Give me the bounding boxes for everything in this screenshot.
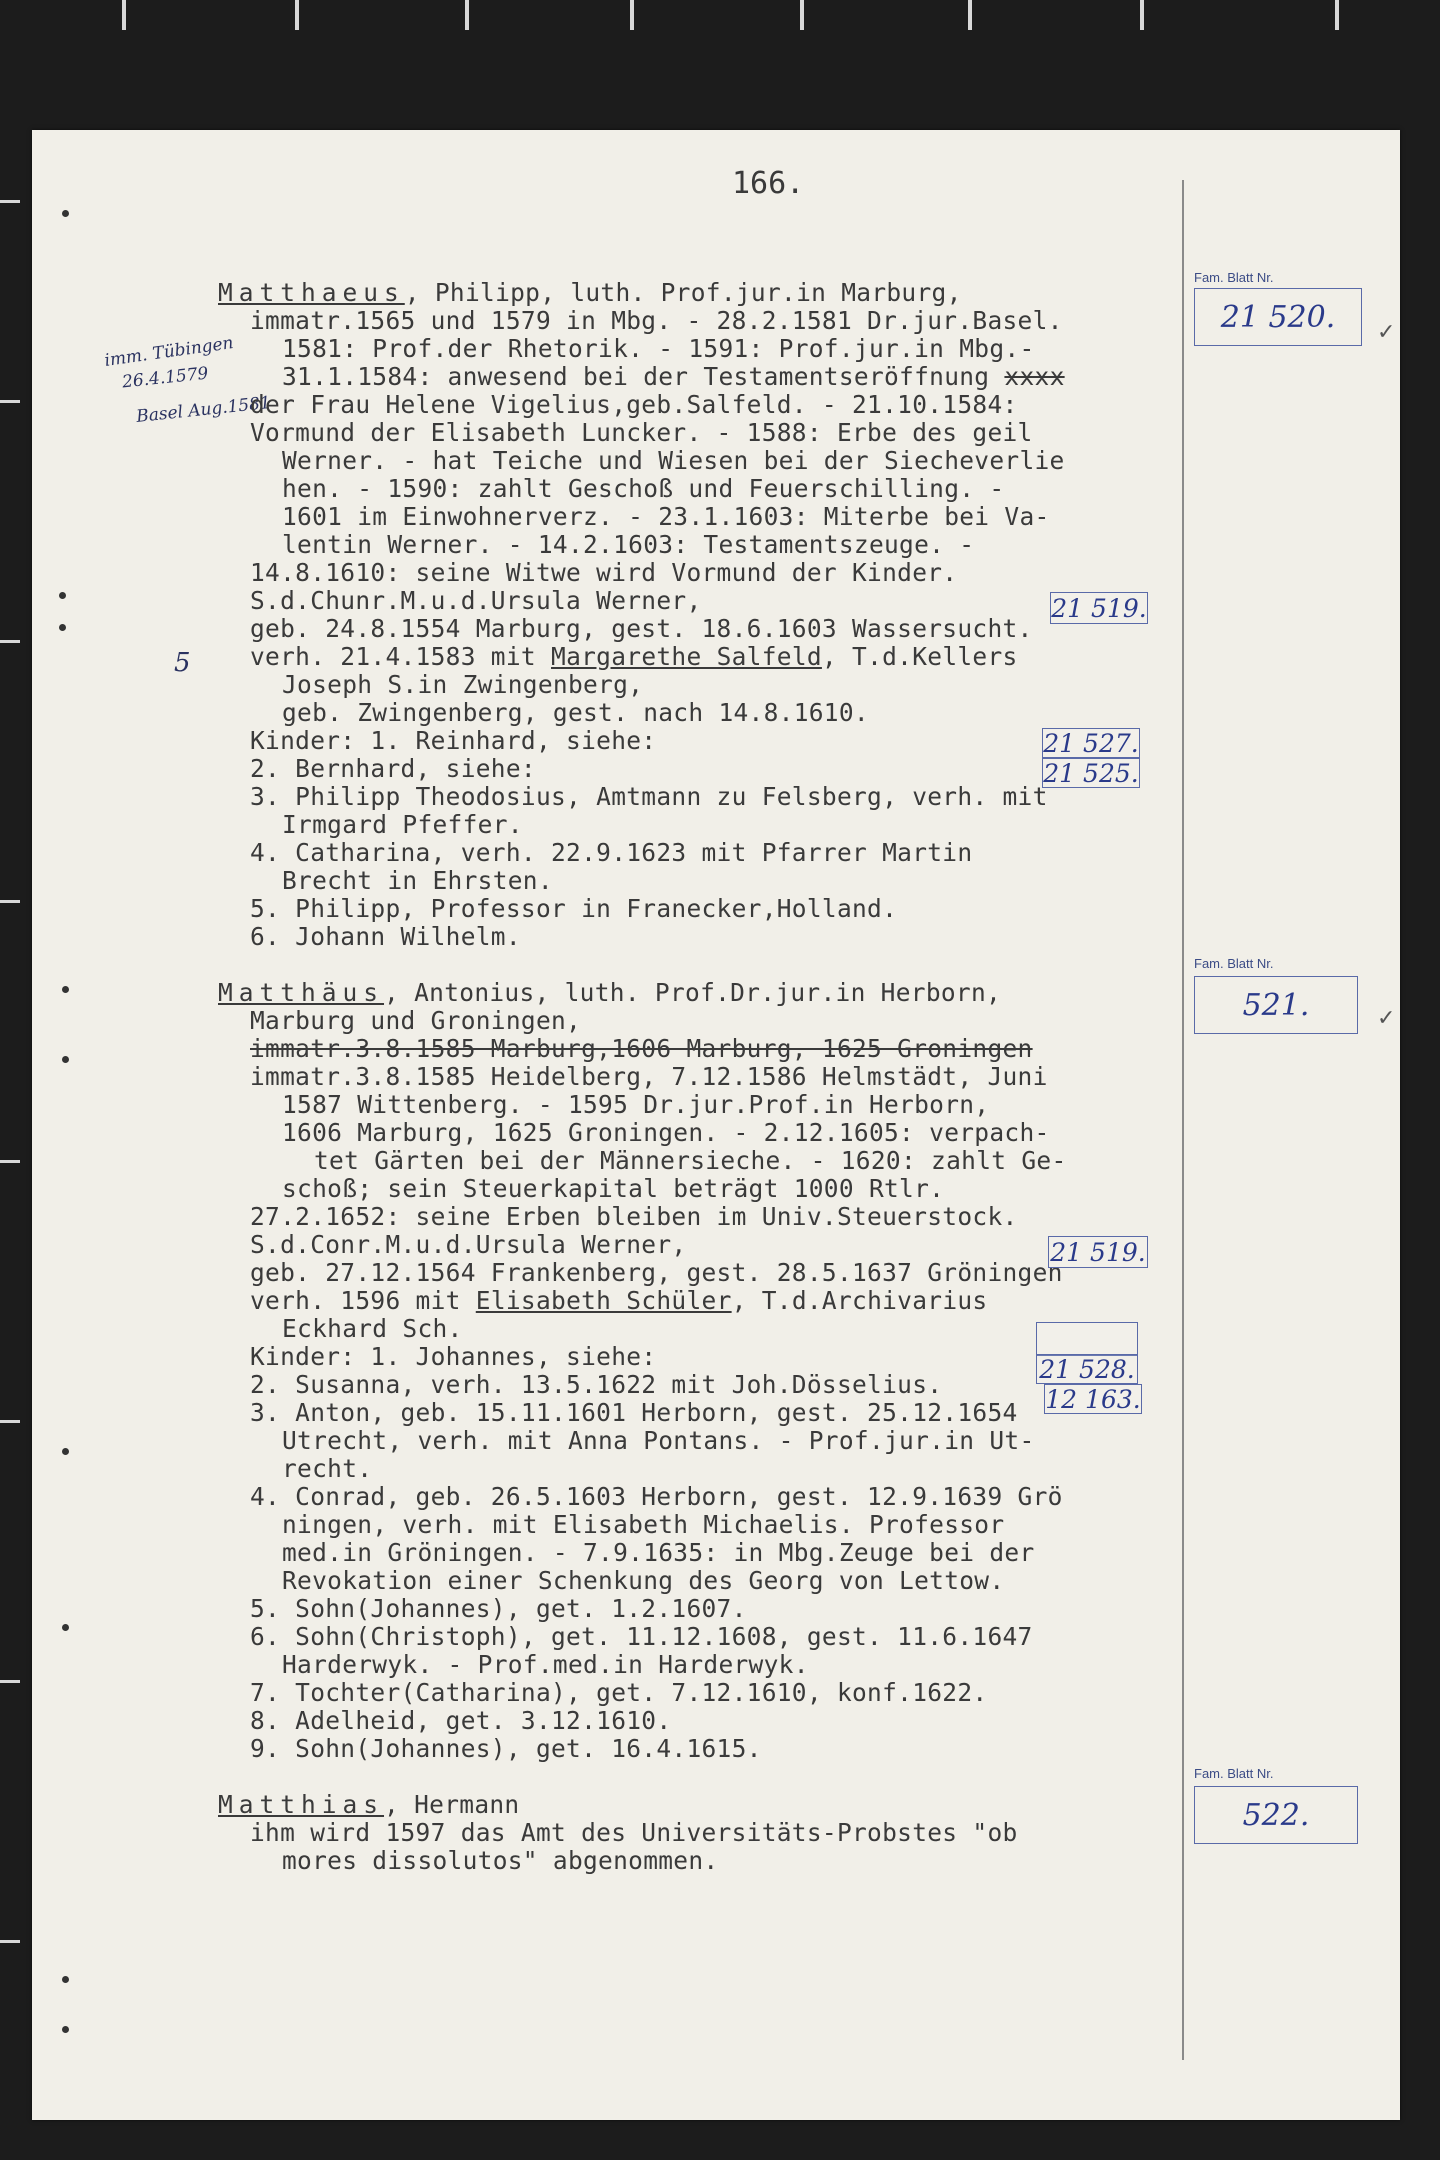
entry-line: S.d.Chunr.M.u.d.Ursula Werner, bbox=[250, 586, 702, 615]
entry-line: immatr.3.8.1585 Heidelberg, 7.12.1586 Helmstädt, Juni bbox=[250, 1062, 1048, 1091]
entry-line: recht. bbox=[282, 1454, 373, 1483]
check-mark: ✓ bbox=[1377, 320, 1396, 345]
reference-box: 21 527. bbox=[1043, 728, 1139, 758]
check-mark: ✓ bbox=[1377, 1006, 1396, 1031]
entry-line: verh. 21.4.1583 mit Margarethe Salfeld, T.d.Kellers bbox=[250, 642, 1018, 671]
entry-line: Vormund der Elisabeth Luncker. - 1588: Erbe des geil bbox=[250, 418, 1033, 447]
entry-line: Matthäus, Antonius, luth. Prof.Dr.jur.in Herborn, bbox=[218, 978, 1002, 1007]
entry-line: schoß; sein Steuerkapital beträgt 1000 Rtlr. bbox=[282, 1174, 945, 1203]
entry-line: Marburg und Groningen, bbox=[250, 1006, 582, 1035]
fam-blatt-label: Fam. Blatt Nr. bbox=[1194, 270, 1274, 285]
entry-line: Kinder: 1. Reinhard, siehe: bbox=[250, 726, 657, 755]
entry-line: Matthaeus, Philipp, luth. Prof.jur.in Marburg, bbox=[218, 278, 962, 307]
margin-dot bbox=[62, 1624, 69, 1631]
reference-box: 21 519. bbox=[1048, 1236, 1148, 1268]
entry-line: 31.1.1584: anwesend bei der Testamentseröffnung xxxx bbox=[282, 362, 1065, 391]
entry-line: 9. Sohn(Johannes), get. 16.4.1615. bbox=[250, 1734, 762, 1763]
entry-line: lentin Werner. - 14.2.1603: Testamentszeuge. - bbox=[282, 530, 975, 559]
entry-line: 3. Philipp Theodosius, Amtmann zu Felsberg, verh. mit bbox=[250, 782, 1048, 811]
reference-box: 12 163. bbox=[1045, 1384, 1141, 1414]
entry-line: geb. 24.8.1554 Marburg, gest. 18.6.1603 Wassersucht. bbox=[250, 614, 1033, 643]
entry-line: ningen, verh. mit Elisabeth Michaelis. Professor bbox=[282, 1510, 1005, 1539]
entry-line: 5. Philipp, Professor in Franecker,Holland. bbox=[250, 894, 898, 923]
document-page bbox=[32, 130, 1400, 2120]
fam-blatt-label: Fam. Blatt Nr. bbox=[1194, 956, 1274, 971]
margin-dot bbox=[62, 2026, 69, 2033]
entry-line: Utrecht, verh. mit Anna Pontans. - Prof.jur.in Ut- bbox=[282, 1426, 1035, 1455]
margin-dot bbox=[62, 1056, 69, 1063]
entry-line: 7. Tochter(Catharina), get. 7.12.1610, konf.1622. bbox=[250, 1678, 988, 1707]
entry-line: ihm wird 1597 das Amt des Universitäts-Probstes "ob bbox=[250, 1818, 1018, 1847]
margin-dot bbox=[62, 1976, 69, 1983]
handwritten-note: 5 bbox=[174, 648, 191, 678]
fam-blatt-number: 522. bbox=[1194, 1786, 1358, 1844]
margin-dot bbox=[62, 1448, 69, 1455]
margin-divider bbox=[1182, 180, 1184, 2060]
entry-line: 4. Catharina, verh. 22.9.1623 mit Pfarrer Martin bbox=[250, 838, 973, 867]
reference-box: 21 528. bbox=[1036, 1354, 1138, 1384]
entry-line: 8. Adelheid, get. 3.12.1610. bbox=[250, 1706, 672, 1735]
entry-line: geb. 27.12.1564 Frankenberg, gest. 28.5.1637 Gröningen bbox=[250, 1258, 1063, 1287]
entry-line: Matthias, Hermann bbox=[218, 1790, 520, 1819]
fam-blatt-number: 21 520. bbox=[1194, 288, 1362, 346]
entry-line: Kinder: 1. Johannes, siehe: bbox=[250, 1342, 657, 1371]
fam-blatt-label: Fam. Blatt Nr. bbox=[1194, 1766, 1274, 1781]
handwritten-note: imm. Tübingen bbox=[103, 333, 235, 371]
margin-dot bbox=[59, 624, 66, 631]
entry-line: immatr.1565 und 1579 in Mbg. - 28.2.1581 Dr.jur.Basel. bbox=[250, 306, 1063, 335]
entry-line: 27.2.1652: seine Erben bleiben im Univ.Steuerstock. bbox=[250, 1202, 1018, 1231]
entry-line: der Frau Helene Vigelius,geb.Salfeld. - 21.10.1584: bbox=[250, 390, 1018, 419]
entry-line: verh. 1596 mit Elisabeth Schüler, T.d.Archivarius bbox=[250, 1286, 988, 1315]
handwritten-note: 26.4.1579 bbox=[121, 363, 210, 393]
handwritten-note: Basel Aug.1581 bbox=[135, 392, 272, 428]
margin-dot bbox=[62, 986, 69, 993]
entry-line: 2. Bernhard, siehe: bbox=[250, 754, 536, 783]
entry-line: med.in Gröningen. - 7.9.1635: in Mbg.Zeuge bei der bbox=[282, 1538, 1035, 1567]
entry-line: 1601 im Einwohnerverz. - 23.1.1603: Miterbe bei Va- bbox=[282, 502, 1050, 531]
entry-line: 1587 Wittenberg. - 1595 Dr.jur.Prof.in Herborn, bbox=[282, 1090, 990, 1119]
entry-line: tet Gärten bei der Männersieche. - 1620: zahlt Ge- bbox=[314, 1146, 1067, 1175]
entry-line: Irmgard Pfeffer. bbox=[282, 810, 523, 839]
entry-line: Revokation einer Schenkung des Georg von Lettow. bbox=[282, 1566, 1005, 1595]
fam-blatt-number: 521. bbox=[1194, 976, 1358, 1034]
entry-line: hen. - 1590: zahlt Geschoß und Feuerschilling. - bbox=[282, 474, 1005, 503]
reference-box bbox=[1036, 1322, 1138, 1356]
entry-line: Brecht in Ehrsten. bbox=[282, 866, 553, 895]
reference-box: 21 525. bbox=[1043, 758, 1139, 788]
entry-line: 4. Conrad, geb. 26.5.1603 Herborn, gest. 12.9.1639 Grö bbox=[250, 1482, 1063, 1511]
reference-box: 21 519. bbox=[1051, 593, 1147, 623]
entry-line: 3. Anton, geb. 15.11.1601 Herborn, gest. 25.12.1654 bbox=[250, 1398, 1018, 1427]
entry-line: Harderwyk. - Prof.med.in Harderwyk. bbox=[282, 1650, 809, 1679]
entry-line: S.d.Conr.M.u.d.Ursula Werner, bbox=[250, 1230, 687, 1259]
entry-line: immatr.3.8.1585 Marburg,1606 Marburg, 1625 Groningen bbox=[250, 1034, 1033, 1063]
entry-line: 6. Johann Wilhelm. bbox=[250, 922, 521, 951]
entry-line: 1606 Marburg, 1625 Groningen. - 2.12.1605: verpach- bbox=[282, 1118, 1050, 1147]
entry-line: Joseph S.in Zwingenberg, bbox=[282, 670, 644, 699]
entry-line: 6. Sohn(Christoph), get. 11.12.1608, gest. 11.6.1647 bbox=[250, 1622, 1033, 1651]
entry-line: Werner. - hat Teiche und Wiesen bei der Siecheverlie bbox=[282, 446, 1065, 475]
margin-dot bbox=[59, 592, 66, 599]
page-number: 166. bbox=[732, 166, 805, 201]
entry-line: 14.8.1610: seine Witwe wird Vormund der Kinder. bbox=[250, 558, 958, 587]
margin-dot bbox=[62, 210, 69, 217]
entry-line: 1581: Prof.der Rhetorik. - 1591: Prof.jur.in Mbg.- bbox=[282, 334, 1035, 363]
entry-line: 5. Sohn(Johannes), get. 1.2.1607. bbox=[250, 1594, 747, 1623]
entry-line: 2. Susanna, verh. 13.5.1622 mit Joh.Dösselius. bbox=[250, 1370, 943, 1399]
entry-line: mores dissolutos" abgenommen. bbox=[282, 1846, 719, 1875]
entry-line: geb. Zwingenberg, gest. nach 14.8.1610. bbox=[282, 698, 869, 727]
entry-line: Eckhard Sch. bbox=[282, 1314, 463, 1343]
